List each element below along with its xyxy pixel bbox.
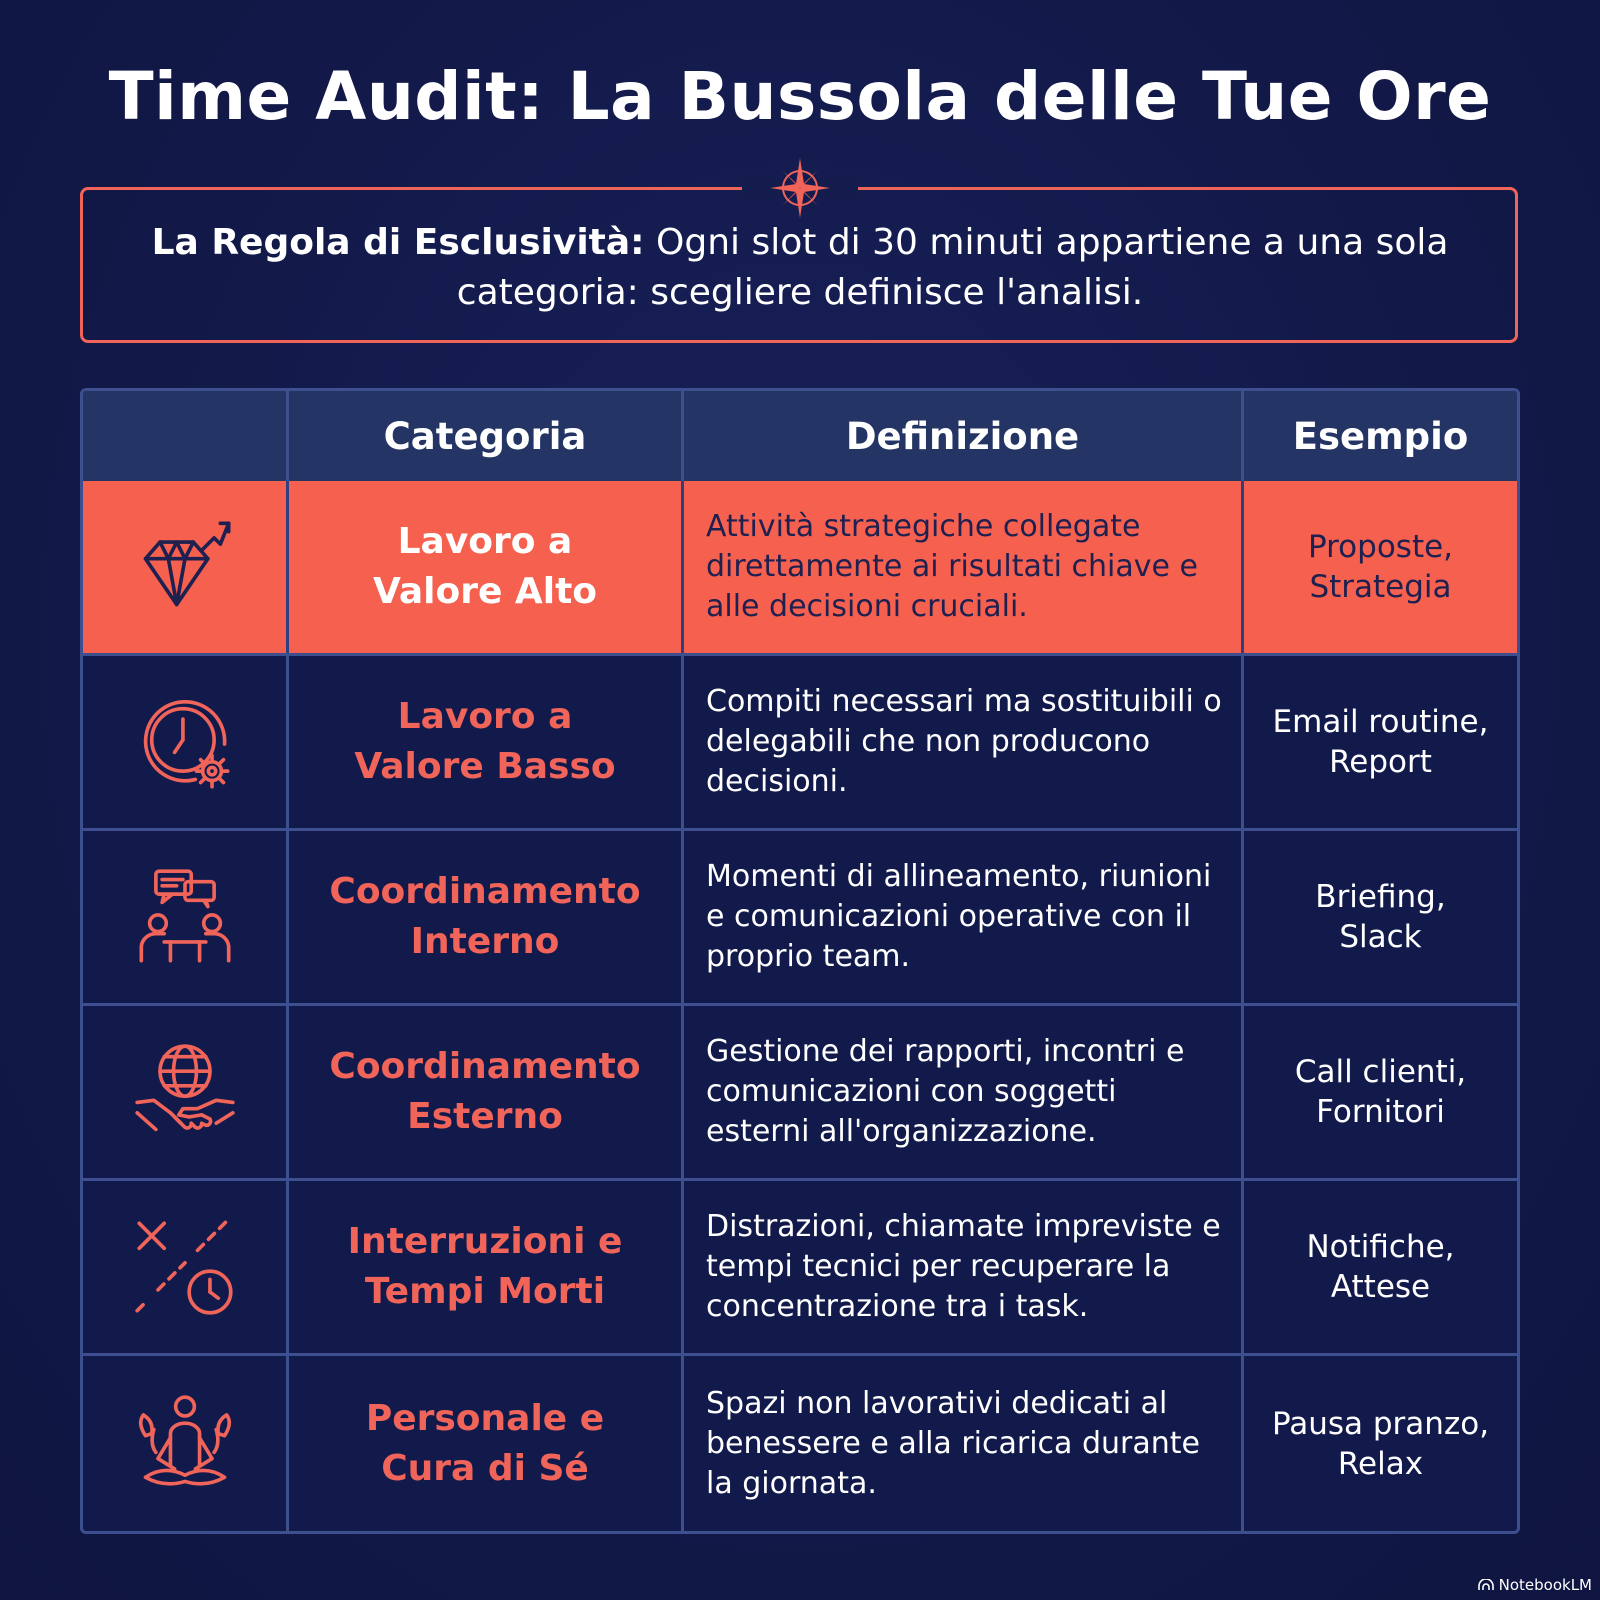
- category-cell: [289, 1356, 684, 1531]
- category-definition: Distrazioni, chiamate impreviste e tempi tecnici per recuperare la concentrazione tra i task.: [706, 1209, 1221, 1324]
- table-header-row: [83, 391, 1517, 484]
- icon-cell: [83, 831, 289, 1003]
- clock-gear-icon: [133, 690, 237, 794]
- team-chat-icon: [133, 865, 237, 969]
- category-example: Proposte, Strategia: [1307, 529, 1454, 605]
- category-definition: Momenti di allineamento, riunioni e comunicazioni operative con il proprio team.: [706, 859, 1212, 974]
- category-example: Briefing, Slack: [1315, 879, 1446, 955]
- category-example: Notifiche, Attese: [1306, 1229, 1455, 1305]
- category-cell: [289, 1181, 684, 1353]
- category-example: Call clienti, Fornitori: [1294, 1054, 1467, 1130]
- category-name: Interruzioni e Tempi Morti: [347, 1221, 623, 1312]
- page-title: Time Audit: La Bussola delle Tue Ore: [108, 58, 1492, 135]
- category-example: Pausa pranzo, Relax: [1271, 1405, 1490, 1482]
- header-categoria: Categoria: [289, 391, 684, 481]
- category-definition: Attività strategiche collegate direttamente ai risultati chiave e alle decisioni cruciali.: [706, 509, 1198, 624]
- example-cell: [1244, 481, 1517, 653]
- category-definition: Gestione dei rapporti, incontri e comunicazioni con soggetti esterni all'organizzazione.: [706, 1034, 1185, 1149]
- header-icon-cell: [83, 391, 289, 481]
- table-row: [83, 481, 1517, 656]
- example-cell: [1244, 1181, 1517, 1353]
- header-definizione: Definizione: [684, 391, 1244, 481]
- category-name: Coordinamento Interno: [329, 871, 641, 962]
- rule-description: Ogni slot di 30 minuti appartiene a una sola categoria: scegliere definisce l'analisi.: [456, 222, 1449, 313]
- example-cell: [1244, 1356, 1517, 1531]
- compass-icon: [768, 156, 832, 220]
- category-name: Lavoro a Valore Alto: [372, 521, 598, 612]
- table-row: [83, 1006, 1517, 1181]
- definition-cell: [684, 481, 1244, 653]
- interruption-clock-icon: [133, 1215, 237, 1319]
- header-esempio: Esempio: [1292, 414, 1469, 458]
- definition-cell: [684, 1181, 1244, 1353]
- meditation-icon: [133, 1392, 237, 1496]
- category-name: Coordinamento Esterno: [329, 1046, 641, 1137]
- table-row: [83, 1181, 1517, 1356]
- category-cell: [289, 481, 684, 653]
- category-name: Lavoro a Valore Basso: [354, 696, 616, 787]
- category-example: Email routine, Report: [1272, 704, 1489, 780]
- brand-watermark: [1478, 1576, 1592, 1594]
- notebooklm-logo-icon: [1478, 1579, 1494, 1591]
- rule-text: [120, 218, 1480, 318]
- definition-cell: [684, 831, 1244, 1003]
- category-cell: [289, 1006, 684, 1178]
- category-name: Personale e Cura di Sé: [365, 1397, 605, 1489]
- icon-cell: [83, 656, 289, 828]
- definition-cell: [684, 656, 1244, 828]
- example-cell: [1244, 656, 1517, 828]
- icon-cell: [83, 1356, 289, 1531]
- category-definition: Compiti necessari ma sostituibili o delegabili che non producono decisioni.: [706, 684, 1222, 799]
- brand-name: NotebookLM: [1498, 1576, 1592, 1594]
- diamond-arrow-icon: [133, 515, 237, 619]
- category-cell: [289, 656, 684, 828]
- icon-cell: [83, 1006, 289, 1178]
- table-row: [83, 1356, 1517, 1531]
- example-cell: [1244, 831, 1517, 1003]
- table-row: [83, 656, 1517, 831]
- table-row: [83, 831, 1517, 1006]
- definition-cell: [684, 1356, 1244, 1531]
- example-cell: [1244, 1006, 1517, 1178]
- icon-cell: [83, 481, 289, 653]
- category-cell: [289, 831, 684, 1003]
- rule-label: La Regola di Esclusività:: [151, 222, 645, 263]
- definition-cell: [684, 1006, 1244, 1178]
- category-definition: Spazi non lavorativi dedicati al benessere e alla ricarica durante la giornata.: [706, 1385, 1200, 1501]
- icon-cell: [83, 1181, 289, 1353]
- globe-handshake-icon: [133, 1040, 237, 1144]
- categories-table: [80, 388, 1520, 1534]
